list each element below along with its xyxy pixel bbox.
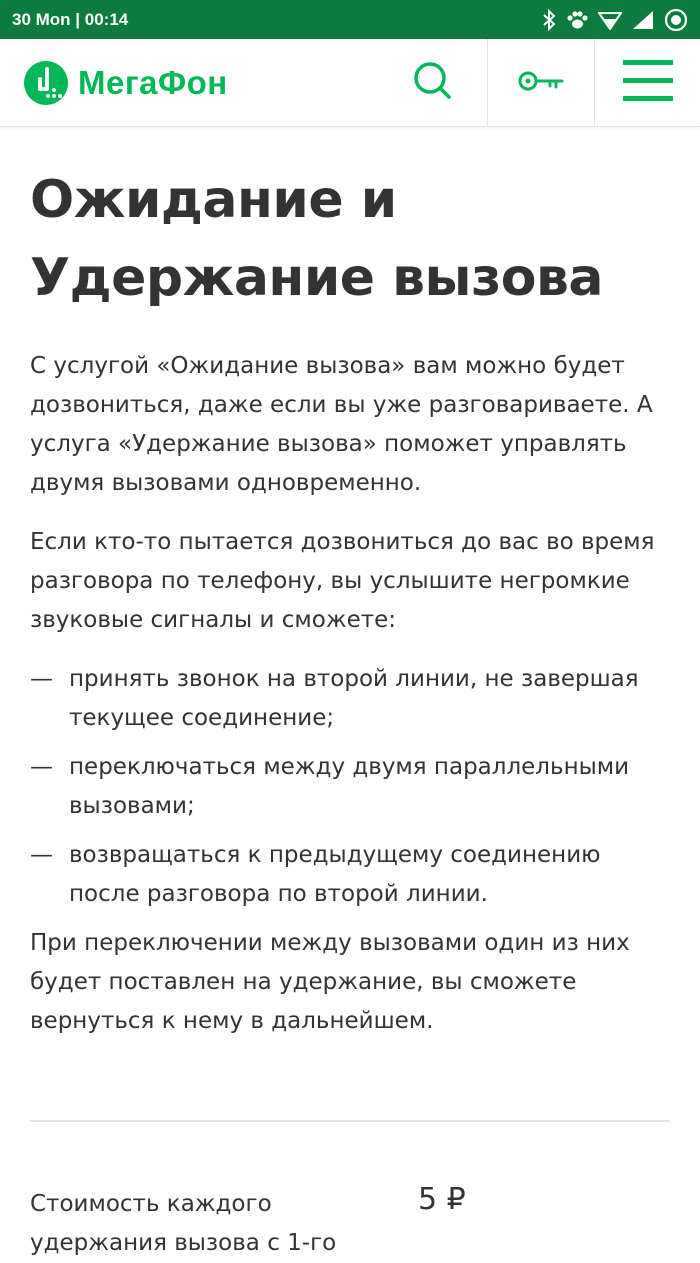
bluetooth-icon — [542, 9, 556, 31]
list-item-text: возвращаться к предыдущему соединению после разговора по второй линии. — [69, 842, 601, 907]
section-divider — [30, 1120, 670, 1122]
list-bullet: — — [30, 666, 53, 692]
signal-icon — [632, 10, 654, 30]
login-button[interactable] — [487, 39, 594, 126]
list-item — [30, 748, 675, 826]
site-header — [0, 39, 700, 127]
search-button[interactable] — [380, 39, 486, 126]
megafon-logo[interactable] — [24, 59, 228, 107]
status-bar — [0, 0, 700, 39]
messenger-icon — [664, 8, 688, 32]
list-item-text: переключаться между двумя параллельными вызовами; — [69, 754, 630, 819]
megafon-logo-icon — [24, 61, 68, 105]
price-label: Стоимость каждого удержания вызова с 1-го — [30, 1191, 337, 1256]
list-bullet: — — [30, 842, 53, 868]
list-bullet: — — [30, 754, 53, 780]
paw-icon — [566, 10, 588, 30]
megafon-logo-text: МегаФон — [78, 64, 228, 101]
search-icon — [413, 61, 453, 105]
page-title: Ожидание и Удержание вызова — [30, 170, 604, 308]
intro-paragraph: С услугой «Ожидание вызова» вам можно будет дозвониться, даже если вы уже разговариваете. А услуга «Удержание вызова» поможет управлять двумя вызовами одновременно. — [30, 353, 653, 496]
feature-list — [30, 660, 675, 914]
status-time: 30 Mon | 00:14 — [12, 9, 129, 29]
article-content — [30, 127, 675, 1041]
menu-button[interactable] — [594, 39, 700, 126]
menu-icon — [623, 60, 673, 106]
list-item — [30, 836, 675, 914]
status-icons — [542, 8, 688, 32]
list-item-text: принять звонок на второй линии, не завершая текущее соединение; — [69, 666, 639, 731]
list-item — [30, 660, 675, 738]
lead-paragraph: Если кто-то пытается дозвониться до вас во время разговора по телефону, вы услышите негромкие звуковые сигналы и сможете: — [30, 529, 655, 633]
key-icon — [518, 68, 564, 98]
outro-paragraph: При переключении между вызовами один из них будет поставлен на удержание, вы сможете вернуться к нему в дальнейшем. — [30, 930, 630, 1034]
wifi-icon — [598, 10, 622, 30]
price-value: 5 ₽ — [418, 1182, 466, 1217]
